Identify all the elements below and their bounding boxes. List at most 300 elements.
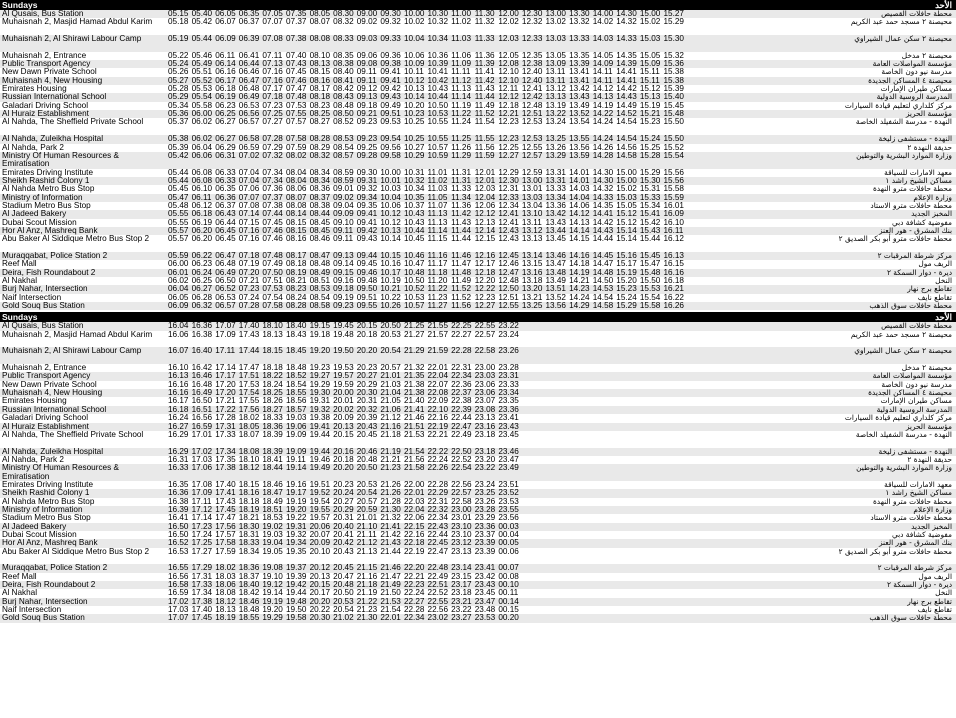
departure-time: 09.30 xyxy=(356,167,378,177)
departure-time: 21.56 xyxy=(403,454,425,464)
stop-name-en: Dubai Scout Mission xyxy=(2,529,77,539)
departure-time: 12.41 xyxy=(521,84,543,94)
departure-time: 12.46 xyxy=(498,259,519,269)
departure-time: 06.35 xyxy=(238,9,260,18)
stop-name-ar: محطة حافلات سوق الذهب xyxy=(869,613,952,623)
departure-time: 20.20 xyxy=(309,596,331,606)
departure-time: 19.45 xyxy=(333,321,354,331)
departure-time: 18.41 xyxy=(262,454,283,464)
departure-time: 11.39 xyxy=(474,59,495,69)
departure-time: 08.48 xyxy=(309,259,331,269)
departure-time: 13.59 xyxy=(569,150,590,160)
departure-time: 18.10 xyxy=(262,321,283,331)
departure-time: 13.52 xyxy=(545,292,566,302)
departure-time: 06.10 xyxy=(191,184,213,194)
departure-time: 05.46 xyxy=(191,50,213,60)
departure-time: 05.44 xyxy=(168,175,189,185)
departure-time: 05.38 xyxy=(168,134,189,144)
departure-time: 21.35 xyxy=(403,371,425,381)
stop-name-ar: محطة حافلات سوق الذهب xyxy=(869,301,952,311)
departure-time: 22.50 xyxy=(451,446,472,456)
departure-time: 20.41 xyxy=(333,529,354,539)
departure-time: 07.38 xyxy=(285,34,307,44)
departure-time: 07.13 xyxy=(262,59,283,69)
departure-time: 20.23 xyxy=(333,479,354,489)
departure-times xyxy=(168,235,687,243)
stop-name-en: Naif Intersection xyxy=(2,605,62,615)
departure-time: 17.31 xyxy=(215,421,236,431)
departure-time: 22.01 xyxy=(403,488,425,498)
departure-time: 13.33 xyxy=(569,34,590,44)
stop-name-ar: مفوضية كشافة دبي xyxy=(891,217,952,227)
departure-time: 09.43 xyxy=(380,92,401,102)
departure-time: 15.32 xyxy=(663,50,684,60)
departure-time: 07.20 xyxy=(238,267,260,277)
departure-time: 22.23 xyxy=(403,580,425,590)
departure-time: 16.21 xyxy=(663,284,684,294)
departure-time: 13.13 xyxy=(545,92,566,102)
departure-time: 22.56 xyxy=(451,479,472,489)
departure-time: 14.19 xyxy=(592,100,614,110)
departure-time: 18.39 xyxy=(262,446,283,456)
departure-time: 19.50 xyxy=(333,346,354,356)
departure-time: 23.18 xyxy=(451,588,472,598)
departure-time: 11.43 xyxy=(451,217,472,227)
departure-time: 23.22 xyxy=(474,463,496,473)
departure-time: 20.31 xyxy=(333,513,354,523)
stop-name-ar: محيصنة ٤ المساكن الجديدة xyxy=(868,75,952,85)
table-row xyxy=(0,431,956,448)
stop-name-en: Gold Souq Bus Station xyxy=(2,613,85,623)
departure-times xyxy=(168,18,687,26)
departure-time: 11.22 xyxy=(427,284,448,294)
stop-name-en: Al Nahda, The Sheffield Private School xyxy=(2,429,144,439)
departure-time: 21.28 xyxy=(380,496,401,506)
departure-time: 06.44 xyxy=(238,59,260,69)
departure-time: 19.46 xyxy=(309,454,331,464)
departure-time: 21.54 xyxy=(403,446,425,456)
departure-time: 14.28 xyxy=(592,150,614,160)
departure-time: 23.41 xyxy=(498,413,519,423)
stop-name-en: Burj Nahar, Intersection xyxy=(2,284,88,294)
departure-time: 19.17 xyxy=(285,488,307,498)
departure-time: 15.50 xyxy=(663,134,684,144)
departure-time: 18.12 xyxy=(215,596,236,606)
departure-time: 06.16 xyxy=(215,67,236,77)
departure-time: 07.46 xyxy=(262,225,283,235)
stop-name-en: Stadium Metro Bus Stop xyxy=(2,513,91,523)
departure-time: 06.57 xyxy=(215,301,236,311)
departure-time: 18.05 xyxy=(238,421,260,431)
departure-time: 07.27 xyxy=(262,117,283,127)
departure-time: 11.19 xyxy=(451,100,472,110)
stop-name-ar: المدرسة الروسية الدولية xyxy=(876,92,952,102)
departure-time: 15.42 xyxy=(639,217,661,227)
departure-time: 07.43 xyxy=(285,59,307,69)
departure-time: 16.55 xyxy=(168,563,189,573)
departure-time: 15.44 xyxy=(639,234,661,244)
departure-time: 20.02 xyxy=(333,404,354,414)
departure-time: 15.25 xyxy=(639,142,661,152)
departure-time: 17.11 xyxy=(215,346,236,356)
departure-time: 08.33 xyxy=(333,34,354,44)
departure-time: 13.44 xyxy=(545,225,566,235)
departure-time: 15.16 xyxy=(616,250,637,260)
departure-time: 11.22 xyxy=(451,109,472,119)
departure-time: 15.24 xyxy=(639,134,661,144)
departure-time: 11.24 xyxy=(451,117,472,127)
departure-time: 06.32 xyxy=(191,301,213,311)
departure-time: 07.47 xyxy=(285,84,307,94)
departure-time: 21.12 xyxy=(380,413,401,423)
stop-name-ar: محيصنة ٢ مدخل xyxy=(901,50,952,60)
stop-name-ar: مساكن طيران الإمارات xyxy=(880,396,952,406)
departure-time: 22.15 xyxy=(403,521,425,531)
departure-time: 22.16 xyxy=(427,413,449,423)
departure-time: 11.16 xyxy=(427,250,448,260)
departure-time: 16.46 xyxy=(191,371,213,381)
departure-time: 17.31 xyxy=(191,571,213,581)
departure-time: 07.16 xyxy=(262,75,283,85)
departure-time: 10.50 xyxy=(403,276,425,285)
departure-time: 13.35 xyxy=(569,50,590,60)
departure-time: 12.32 xyxy=(521,17,543,27)
departure-time: 20.30 xyxy=(356,388,378,398)
departure-time: 11.36 xyxy=(451,200,472,210)
departure-time: 19.12 xyxy=(262,580,283,590)
departure-time: 15.00 xyxy=(616,175,637,185)
departure-time: 23.22 xyxy=(451,605,472,615)
table-row xyxy=(0,152,956,169)
departure-time: 19.51 xyxy=(309,479,331,489)
departure-time: 08.59 xyxy=(333,167,354,177)
departure-time: 10.53 xyxy=(403,292,425,302)
departure-time: 14.13 xyxy=(592,92,614,102)
departure-time: 18.33 xyxy=(238,538,260,548)
departure-time: 17.41 xyxy=(215,488,236,498)
stop-name-ar: محطة حافلات القصيص xyxy=(881,9,952,18)
departure-time: 07.04 xyxy=(238,167,260,177)
departure-time: 09.12 xyxy=(356,84,378,94)
departure-time: 15.36 xyxy=(663,59,684,69)
departure-time: 12.22 xyxy=(474,284,496,294)
stop-name-ar: محطة حافلات مترو النهدة xyxy=(872,496,952,506)
departure-time: 09.58 xyxy=(380,150,401,160)
departure-time: 10.09 xyxy=(403,59,425,69)
departure-time: 12.14 xyxy=(474,225,496,235)
departure-time: 05.40 xyxy=(191,9,213,18)
departure-time: 05.49 xyxy=(191,59,213,69)
departure-time: 19.20 xyxy=(309,346,331,356)
departure-time: 06.09 xyxy=(215,34,236,44)
departure-time: 23.47 xyxy=(474,596,496,606)
departure-time: 19.27 xyxy=(309,371,331,381)
departure-time: 13.03 xyxy=(545,34,566,44)
departure-time: 22.43 xyxy=(427,521,449,531)
departure-time: 23.28 xyxy=(498,363,519,373)
departure-time: 15.00 xyxy=(616,167,637,177)
departure-time: 21.19 xyxy=(356,588,378,598)
departure-time: 07.48 xyxy=(285,92,307,102)
departure-time: 17.24 xyxy=(191,529,213,539)
departure-time: 09.11 xyxy=(356,75,377,85)
departure-time: 15.54 xyxy=(639,292,661,302)
departure-time: 06.57 xyxy=(238,117,260,127)
departure-time: 15.21 xyxy=(639,109,661,119)
departure-time: 23.41 xyxy=(474,563,496,573)
departure-time: 20.17 xyxy=(309,588,331,598)
departure-time: 00.05 xyxy=(498,538,519,548)
departure-time: 15.05 xyxy=(639,50,661,60)
stop-name-ar: مدرسة نيو دون الخاصة xyxy=(881,379,952,389)
departure-time: 08.17 xyxy=(309,84,331,94)
departure-time: 21.01 xyxy=(380,371,401,381)
departure-time: 15.02 xyxy=(616,184,637,194)
departure-time: 11.13 xyxy=(427,217,448,227)
departure-time: 19.31 xyxy=(309,396,331,406)
table-row xyxy=(0,302,956,310)
departure-time: 20.13 xyxy=(333,421,354,431)
departure-time: 05.53 xyxy=(191,84,213,94)
departure-time: 20.22 xyxy=(309,605,331,615)
departure-time: 06.20 xyxy=(191,225,213,235)
departure-time: 21.11 xyxy=(356,529,377,539)
stop-name-en: Muhaisnah 4, New Housing xyxy=(2,75,103,85)
departure-time: 14.24 xyxy=(592,134,614,144)
departure-time: 23.10 xyxy=(451,521,472,531)
departure-time: 16.33 xyxy=(168,463,189,473)
departure-time: 20.15 xyxy=(309,580,331,590)
departure-time: 18.02 xyxy=(238,413,260,423)
departure-time: 23.37 xyxy=(474,529,496,539)
departure-time: 17.57 xyxy=(215,529,236,539)
departure-time: 18.12 xyxy=(238,463,260,473)
departure-time: 07.19 xyxy=(238,259,260,269)
departure-time: 21.05 xyxy=(380,396,401,406)
departure-time: 18.15 xyxy=(238,479,260,489)
departure-time: 20.00 xyxy=(333,388,354,398)
departure-time: 20.20 xyxy=(356,346,378,356)
departure-time: 11.31 xyxy=(451,167,472,177)
departure-time: 21.38 xyxy=(403,379,425,389)
departure-time: 23.02 xyxy=(427,613,449,623)
departure-time: 16.50 xyxy=(168,521,189,531)
departure-time: 10.43 xyxy=(403,217,425,227)
departure-time: 12.55 xyxy=(521,142,543,152)
departure-time: 22.29 xyxy=(427,488,449,498)
departure-time: 22.51 xyxy=(427,580,449,590)
departure-time: 10.02 xyxy=(403,17,425,27)
departure-time: 06.02 xyxy=(168,276,189,285)
departure-time: 09.21 xyxy=(356,109,378,119)
departure-time: 19.16 xyxy=(285,479,307,489)
departure-time: 22.44 xyxy=(427,529,449,539)
departure-time: 16.15 xyxy=(663,259,684,269)
departure-time: 00.14 xyxy=(498,596,519,606)
departure-time: 05.26 xyxy=(168,67,189,77)
departure-time: 14.41 xyxy=(616,67,637,77)
departure-time: 23.14 xyxy=(451,563,472,573)
table-row xyxy=(0,331,956,348)
departure-time: 17.06 xyxy=(191,463,213,473)
departure-time: 06.53 xyxy=(215,292,236,302)
departure-time: 07.18 xyxy=(262,92,283,102)
departure-time: 23.35 xyxy=(498,396,519,406)
departure-times xyxy=(168,118,687,126)
stop-name-en: Deira, Fish Roundabout 2 xyxy=(2,580,96,590)
departure-time: 18.57 xyxy=(285,404,307,414)
stop-name-en: Emirates Housing xyxy=(2,84,67,94)
departure-time: 08.14 xyxy=(285,209,307,219)
departure-time: 13.14 xyxy=(521,250,543,260)
departure-time: 15.48 xyxy=(639,267,661,277)
departure-time: 18.10 xyxy=(238,454,260,464)
departure-time: 06.05 xyxy=(168,292,189,302)
departure-time: 05.55 xyxy=(168,209,189,219)
departure-time: 10.50 xyxy=(427,100,449,110)
departure-time: 07.55 xyxy=(285,109,307,119)
departure-time: 13.20 xyxy=(521,284,543,294)
stop-name-en: Sheikh Rashid Colony 1 xyxy=(2,175,90,185)
stop-name-ar: تقاطع برج نهار xyxy=(907,284,952,294)
departure-time: 09.11 xyxy=(356,67,377,77)
departure-time: 13.29 xyxy=(545,150,566,160)
departure-time: 06.52 xyxy=(215,284,236,294)
departure-time: 21.27 xyxy=(403,329,425,339)
departure-time: 23.43 xyxy=(474,580,496,590)
departure-time: 16.42 xyxy=(191,363,213,373)
departure-time: 18.02 xyxy=(215,563,236,573)
table-rows xyxy=(0,322,956,622)
departure-time: 21.32 xyxy=(380,513,401,523)
departure-time: 15.38 xyxy=(663,75,684,85)
departure-time: 08.48 xyxy=(333,100,354,110)
departure-time: 19.14 xyxy=(262,588,283,598)
departure-time: 22.28 xyxy=(451,346,472,356)
departure-time: 11.43 xyxy=(474,84,495,94)
departure-time: 20.57 xyxy=(356,496,378,506)
departure-time: 10.17 xyxy=(380,267,401,277)
departure-time: 15.23 xyxy=(639,117,661,127)
departure-time: 21.18 xyxy=(356,580,378,590)
departure-time: 17.07 xyxy=(168,613,189,623)
departure-time: 07.34 xyxy=(262,167,283,177)
timetable-2 xyxy=(0,312,956,622)
departure-time: 21.40 xyxy=(403,396,425,406)
departure-time: 21.58 xyxy=(403,463,425,473)
departure-time: 20.07 xyxy=(309,529,331,539)
departure-time: 23.12 xyxy=(451,538,472,548)
departure-time: 20.54 xyxy=(380,346,401,356)
stop-name-en: Deira, Fish Roundabout 2 xyxy=(2,267,96,277)
stop-name-ar: مدرسة نيو دون الخاصة xyxy=(881,67,952,77)
departure-time: 20.42 xyxy=(333,538,354,548)
departure-time: 11.25 xyxy=(451,134,472,144)
departure-time: 21.23 xyxy=(380,463,401,473)
departure-time: 19.20 xyxy=(262,605,283,615)
departure-time: 23.18 xyxy=(474,429,496,439)
departure-time: 22.52 xyxy=(427,588,449,598)
departure-time: 18.21 xyxy=(238,513,260,523)
departure-time: 22.28 xyxy=(427,479,449,489)
departure-time: 19.10 xyxy=(262,571,283,581)
departure-time: 06.31 xyxy=(215,150,236,160)
departure-time: 11.11 xyxy=(451,67,471,77)
departure-time: 05.34 xyxy=(168,100,189,110)
departure-time: 21.16 xyxy=(356,571,378,581)
table-row xyxy=(0,464,956,481)
departure-time: 13.18 xyxy=(521,276,543,285)
stop-name-ar: مساكن طيران الإمارات xyxy=(880,84,952,94)
stop-name-ar: مؤسسة المواصلات العامة xyxy=(872,371,952,381)
stop-name-en: Emirates Housing xyxy=(2,396,67,406)
departure-time: 20.12 xyxy=(309,563,331,573)
stop-name-ar: ديرة - دوار السمكة ٢ xyxy=(886,580,952,590)
stop-name-en: Dubai Scout Mission xyxy=(2,217,77,227)
departure-time: 13.39 xyxy=(569,59,590,69)
departure-time: 13.25 xyxy=(521,301,543,311)
departure-time: 06.17 xyxy=(215,75,236,85)
departure-time: 15.50 xyxy=(639,276,661,285)
departure-time: 20.54 xyxy=(333,605,354,615)
departure-time: 06.27 xyxy=(191,284,213,294)
stop-name-en: Public Transport Agency xyxy=(2,371,91,381)
departure-time: 12.38 xyxy=(521,59,543,69)
departure-time: 08.18 xyxy=(309,92,331,102)
departure-time: 19.23 xyxy=(309,363,331,373)
departure-time: 12.02 xyxy=(498,17,519,27)
departure-time: 14.02 xyxy=(592,17,614,27)
departure-time: 14.15 xyxy=(569,234,590,244)
departure-time: 06.09 xyxy=(168,301,189,311)
departure-time: 11.03 xyxy=(427,184,448,194)
departure-time: 21.19 xyxy=(380,446,401,456)
departure-time: 06.36 xyxy=(215,192,236,202)
departure-time: 22.03 xyxy=(403,496,425,506)
departure-time: 08.53 xyxy=(333,134,354,144)
departure-time: 19.53 xyxy=(333,363,354,373)
departure-time: 11.07 xyxy=(427,200,448,210)
departure-time: 15.52 xyxy=(663,142,684,152)
departure-time: 16.12 xyxy=(663,234,684,244)
departure-time: 13.47 xyxy=(545,259,566,269)
departure-time: 06.45 xyxy=(215,225,236,235)
departure-time: 05.52 xyxy=(191,75,213,85)
departure-time: 11.56 xyxy=(451,301,472,311)
departure-time: 12.04 xyxy=(474,192,496,202)
departure-time: 11.48 xyxy=(451,267,472,277)
stop-name-ar: وزارة الإعلام xyxy=(913,192,952,202)
departure-time: 06.47 xyxy=(238,75,260,85)
departure-time: 08.54 xyxy=(333,142,354,152)
departure-time: 16.22 xyxy=(663,292,684,302)
departure-time: 16.10 xyxy=(168,363,189,373)
departure-time: 22.48 xyxy=(427,563,449,573)
departure-time: 16.09 xyxy=(663,209,684,219)
departure-time: 16.51 xyxy=(191,404,213,414)
departure-time: 11.13 xyxy=(451,84,472,94)
departure-time: 07.04 xyxy=(238,175,260,185)
departure-time: 16.17 xyxy=(168,396,189,406)
departure-time: 08.51 xyxy=(309,276,331,285)
departure-time: 05.55 xyxy=(168,217,189,227)
departure-time: 11.12 xyxy=(451,75,472,85)
departure-time: 17.33 xyxy=(215,429,236,439)
departure-time: 14.24 xyxy=(569,292,590,302)
departure-time: 21.53 xyxy=(380,596,401,606)
departure-time: 12.35 xyxy=(521,50,543,60)
departure-time: 22.45 xyxy=(427,538,449,548)
